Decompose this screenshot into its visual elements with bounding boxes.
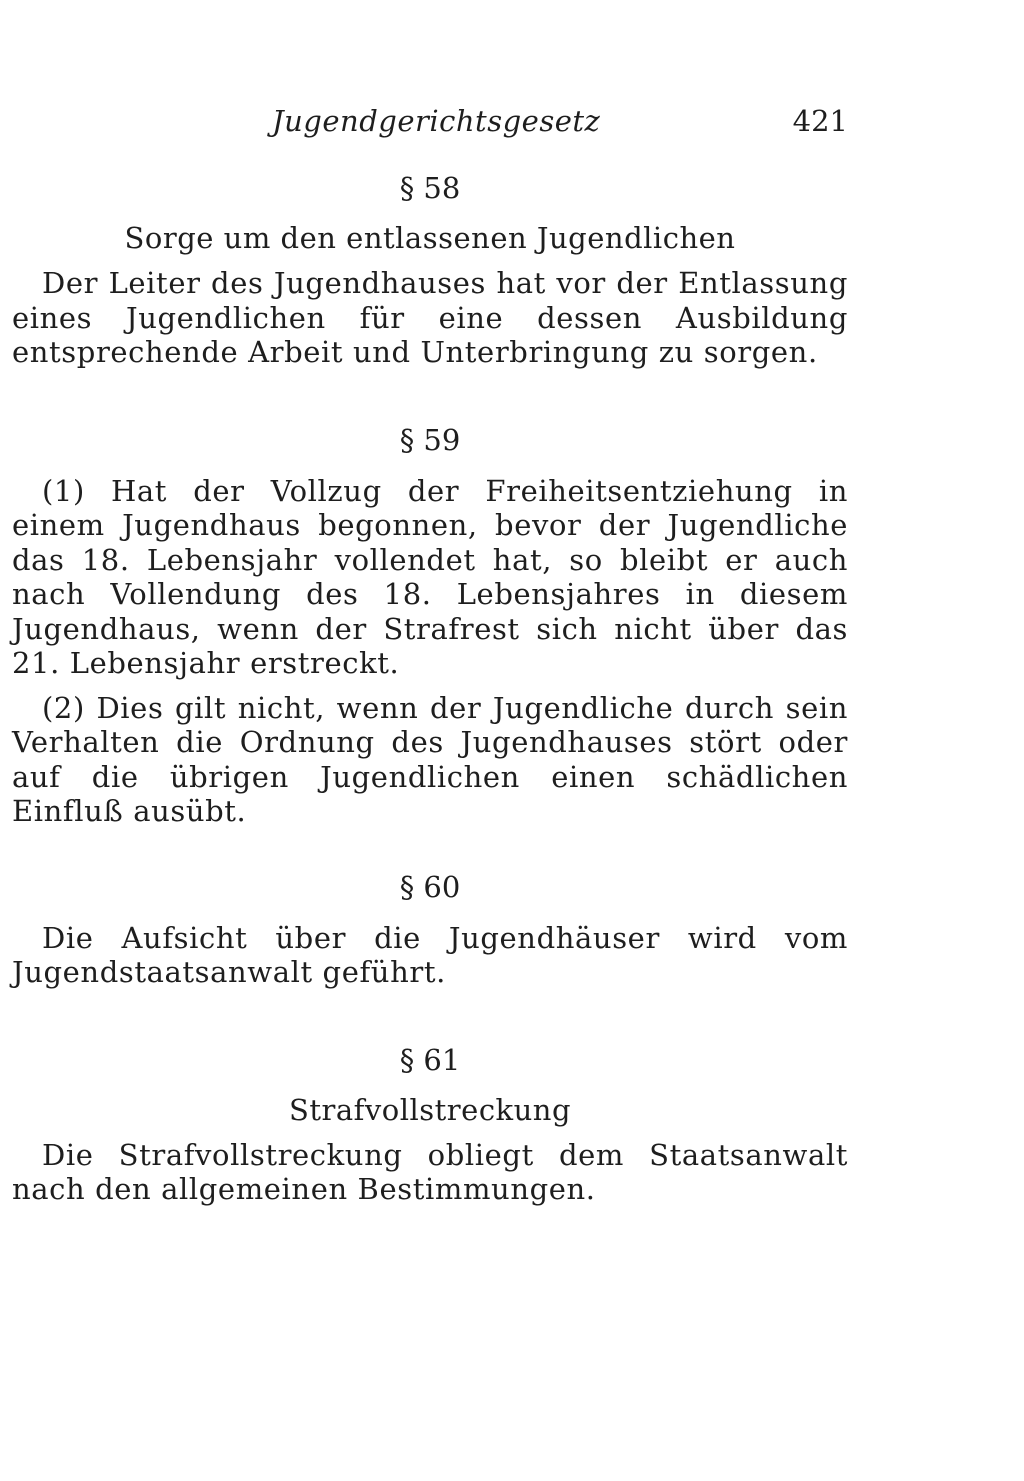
paragraph: (1) Hat der Vollzug der Freiheitsentziehung in einem Jugendhaus begonnen, bevor der Jugendliche das 18. Lebensjahr vollendet hat, so bleibt er auch nach Vollendung des 18. Lebensjahres in diesem Jugendhaus, wenn der Strafrest sich nicht über das 21. Lebensjahr erstreckt. (12, 473, 848, 680)
section-60 (12, 869, 848, 990)
section-number: § 59 (399, 422, 461, 457)
section-number: § 58 (399, 171, 461, 205)
section-number: § 60 (399, 869, 461, 904)
section-title: Sorge um den entlassenen Jugendlichen (124, 221, 736, 255)
paragraph: Die Strafvollstreckung obliegt dem Staatsanwalt nach den allgemeinen Bestimmungen. (12, 1137, 848, 1206)
spacer (12, 990, 848, 1042)
running-title: Jugendgerichtsgesetz (272, 104, 601, 138)
section-61 (12, 1042, 848, 1207)
spacer (12, 370, 848, 422)
section-59 (12, 422, 848, 829)
running-header (12, 104, 848, 144)
paragraph: Der Leiter des Jugendhauses hat vor der Entlassung eines Jugendlichen für eine dessen Ausbildung entsprechende Arbeit und Unterbringung zu sorgen. (12, 266, 848, 369)
spacer (12, 905, 848, 921)
spacer (12, 458, 848, 474)
section-number: § 61 (399, 1042, 461, 1077)
page-body (12, 170, 848, 1207)
paragraph: (2) Dies gilt nicht, wenn der Jugendliche durch sein Verhalten die Ordnung des Jugendhauses stört oder auf die übrigen Jugendlichen einen schädlichen Einfluß ausübt. (12, 690, 848, 828)
page-number: 421 (792, 104, 848, 138)
section-58 (12, 170, 848, 370)
paragraph: Die Aufsicht über die Jugendhäuser wird vom Jugendstaatsanwalt geführt. (12, 920, 848, 989)
section-title: Strafvollstreckung (288, 1092, 572, 1127)
spacer (12, 829, 848, 869)
